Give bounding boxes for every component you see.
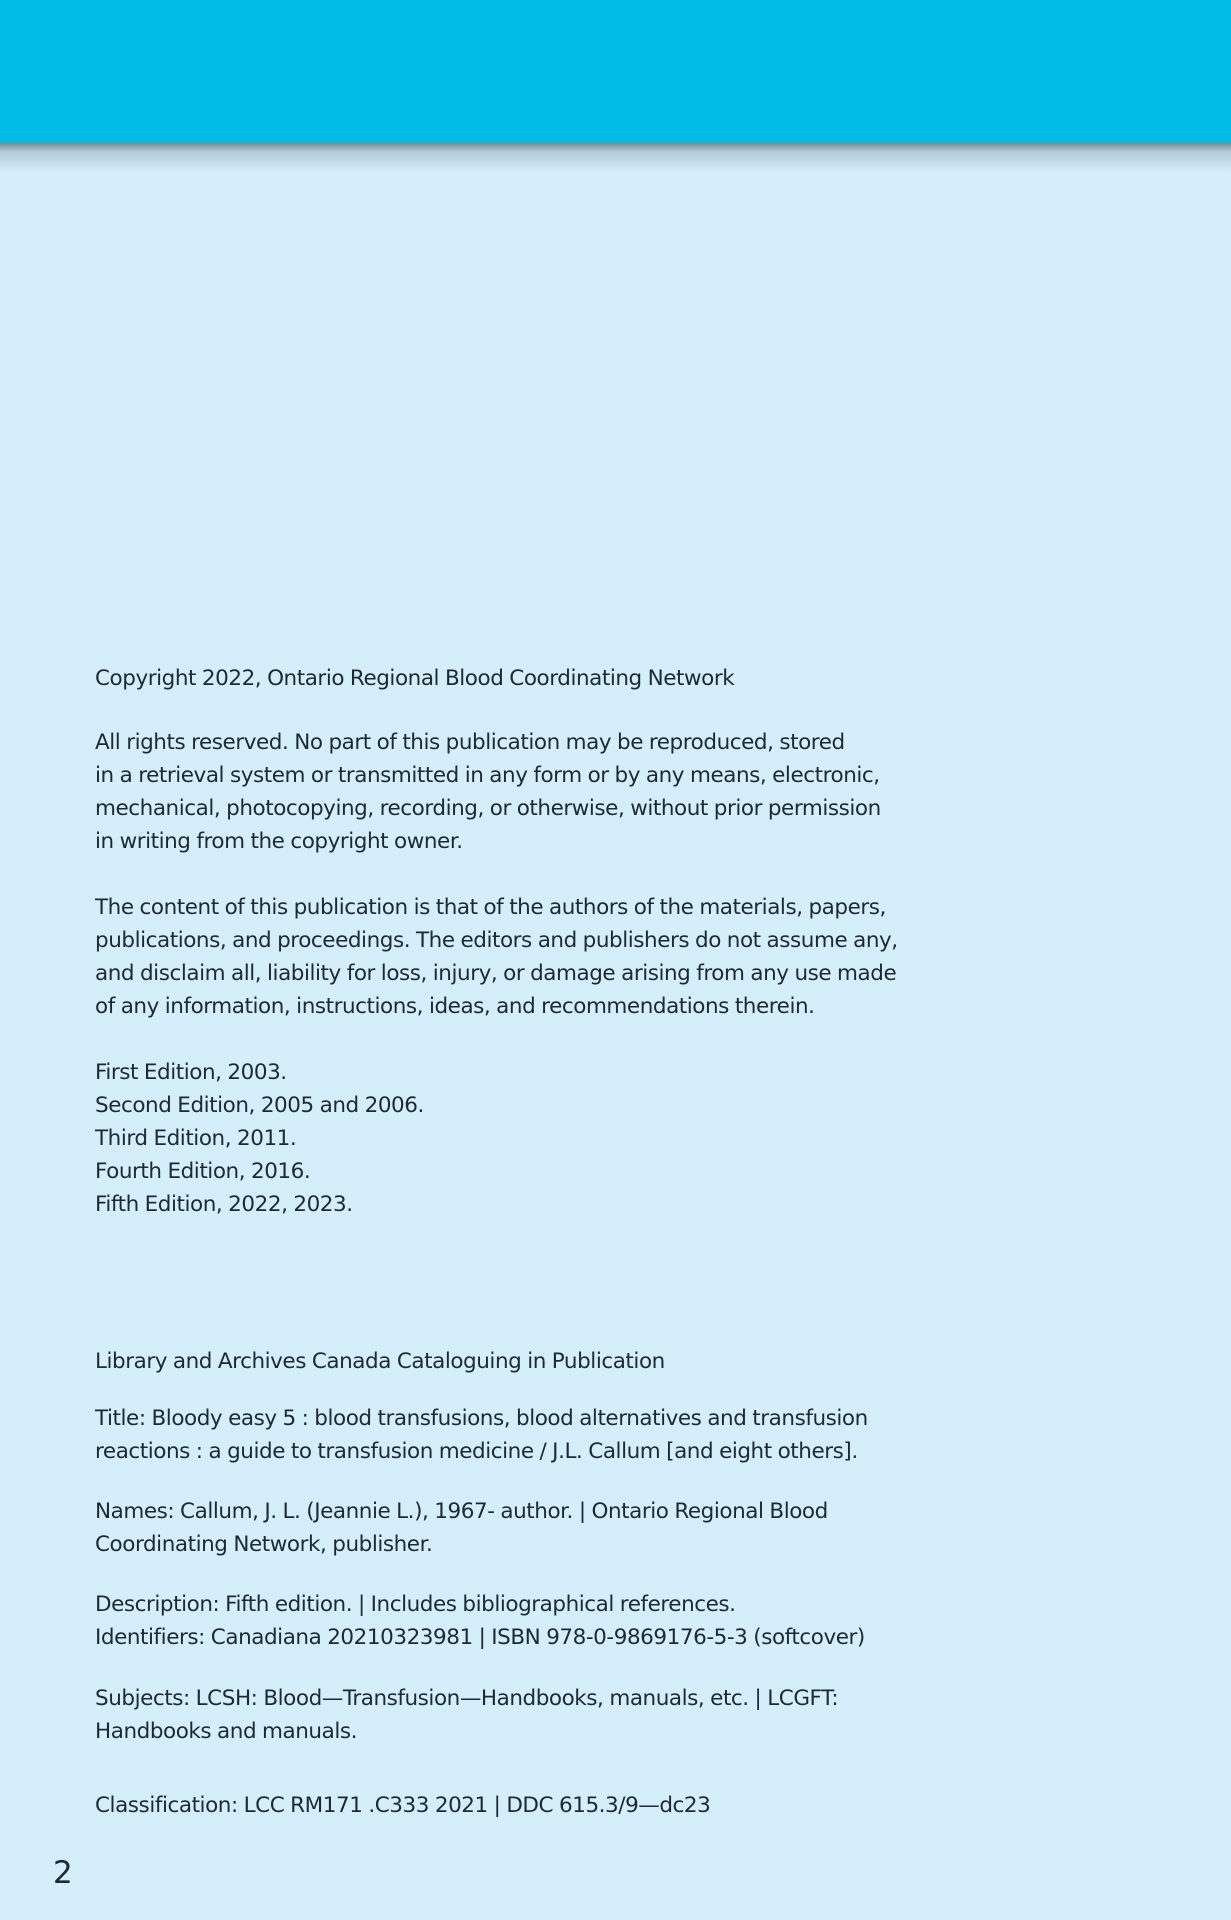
cip-description: Description: Fifth edition. | Includes bibliographical references. Identifiers: Canadiana 20210323981 | ISBN 978-0-9869176-5-3 (softcover)	[95, 1592, 865, 1650]
edition-history	[95, 1056, 915, 1221]
rights-statement: All rights reserved. No part of this publication may be reproduced, stored in a retrieval system or transmitted in any form or by any means, electronic, mechanical, photocopying, recording, or otherwise, without prior permission in writing from the copyright owner.	[95, 730, 881, 854]
cip-heading: Library and Archives Canada Cataloguing in Publication	[95, 1349, 665, 1374]
edition-line: Second Edition, 2005 and 2006.	[95, 1093, 424, 1118]
cip-subjects: Subjects: LCSH: Blood—Transfusion—Handbooks, manuals, etc. | LCGFT: Handbooks and manuals.	[95, 1686, 839, 1744]
disclaimer-statement: The content of this publication is that of the authors of the materials, papers, publications, and proceedings. The editors and publishers do not assume any, and disclaim all, liability for loss, injury, or damage arising from any use made of any information, instructions, ideas, and recommendations therein.	[95, 895, 898, 1019]
edition-line: First Edition, 2003.	[95, 1060, 287, 1085]
cip-names: Names: Callum, J. L. (Jeannie L.), 1967- author. | Ontario Regional Blood Coordinating Network, publisher.	[95, 1499, 828, 1557]
copyright-notice: Copyright 2022, Ontario Regional Blood Coordinating Network	[95, 666, 735, 691]
edition-line: Fourth Edition, 2016.	[95, 1159, 311, 1184]
page-number: 2	[53, 1855, 73, 1891]
header-band-shadow	[0, 143, 1231, 173]
cip-title: Title: Bloody easy 5 : blood transfusions, blood alternatives and transfusion reactions : a guide to transfusion medicine / J.L. Callum [and eight others].	[95, 1406, 868, 1464]
header-color-band	[0, 0, 1231, 143]
edition-line: Fifth Edition, 2022, 2023.	[95, 1192, 353, 1217]
edition-line: Third Edition, 2011.	[95, 1126, 297, 1151]
cip-classification: Classification: LCC RM171 .C333 2021 | DDC 615.3/9—dc23	[95, 1793, 711, 1818]
